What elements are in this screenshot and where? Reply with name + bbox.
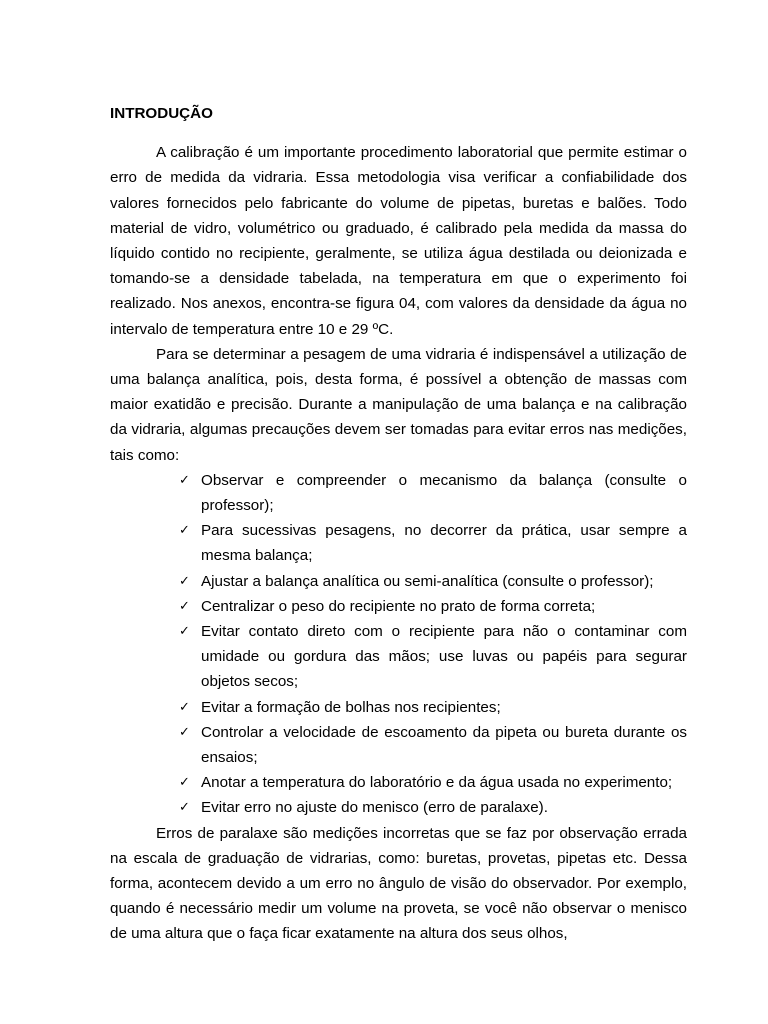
checklist-item xyxy=(179,619,687,695)
checkmark-icon: ✓ xyxy=(179,699,190,715)
paragraph-parallax: Erros de paralaxe são medições incorretas que se faz por observação errada na escala de graduação de vidrarias, como: buretas, provetas, pipetas etc. Dessa forma, acontecem devido a um erro no ângulo de visão do observador. Por exemplo, quando é necessário medir um volume na proveta, se você não observar o menisco de uma altura que o faça ficar exatamente na altura dos seus olhos, xyxy=(110,824,687,943)
checklist-item-text: Anotar a temperatura do laboratório e da água usada no experimento; xyxy=(201,774,673,792)
checklist-item xyxy=(179,695,687,720)
checklist-item xyxy=(179,468,687,518)
checklist-item xyxy=(179,720,687,770)
checkmark-icon: ✓ xyxy=(179,573,190,589)
document-page xyxy=(110,101,687,947)
section-heading: INTRODUÇÃO xyxy=(110,105,213,122)
checklist-item-text: Evitar contato direto com o recipiente para não o contaminar com umidade ou gordura das mãos; use luvas ou papéis para segurar objetos secos; xyxy=(201,623,687,691)
checklist-item-text: Ajustar a balança analítica ou semi-analítica (consulte o professor); xyxy=(201,572,654,590)
checklist-item xyxy=(179,594,687,619)
checklist-item xyxy=(179,770,687,795)
checklist-item xyxy=(179,795,687,820)
checklist-item-text: Para sucessivas pesagens, no decorrer da prática, usar sempre a mesma balança; xyxy=(201,522,687,565)
checklist-item xyxy=(179,518,687,568)
checkmark-icon: ✓ xyxy=(179,472,190,488)
checklist-item-text: Observar e compreender o mecanismo da balança (consulte o professor); xyxy=(201,471,687,515)
checkmark-icon: ✓ xyxy=(179,800,190,816)
checkmark-icon: ✓ xyxy=(179,775,190,791)
checklist-item-text: Centralizar o peso do recipiente no prato de forma correta; xyxy=(201,597,596,615)
checklist-item-text: Evitar erro no ajuste do menisco (erro de paralaxe). xyxy=(201,799,548,817)
paragraph-calibration: A calibração é um importante procedimento laboratorial que permite estimar o erro de medida da vidraria. Essa metodologia visa verificar a confiabilidade dos valores fornecidos pelo fabricante do volume de pipetas, buretas e balões. Todo material de vidro, volumétrico ou graduado, é calibrado pela medida da massa do líquido contido no recipiente, geralmente, se utiliza água destilada ou deionizada e tomando-se a densidade tabelada, na temperatura em que o experimento foi realizado. Nos anexos, encontra-se figura 04, com valores da densidade da água no intervalo de temperatura entre 10 e 29 ºC. xyxy=(110,144,687,338)
checklist-item-text: Controlar a velocidade de escoamento da pipeta ou bureta durante os ensaios; xyxy=(201,723,687,767)
paragraph-weighing: Para se determinar a pesagem de uma vidraria é indispensável a utilização de uma balança analítica, pois, desta forma, é possível a obtenção de massas com maior exatidão e precisão. Durante a manipulação de uma balança e na calibração da vidraria, algumas precauções devem ser tomadas para evitar erros nas medições, tais como: xyxy=(110,345,687,464)
checklist-item xyxy=(179,569,687,594)
checkmark-icon: ✓ xyxy=(179,523,190,539)
checkmark-icon: ✓ xyxy=(179,724,190,740)
precautions-checklist xyxy=(110,468,687,821)
checkmark-icon: ✓ xyxy=(179,598,190,614)
checklist-item-text: Evitar a formação de bolhas nos recipientes; xyxy=(201,698,501,716)
checkmark-icon: ✓ xyxy=(179,624,190,640)
